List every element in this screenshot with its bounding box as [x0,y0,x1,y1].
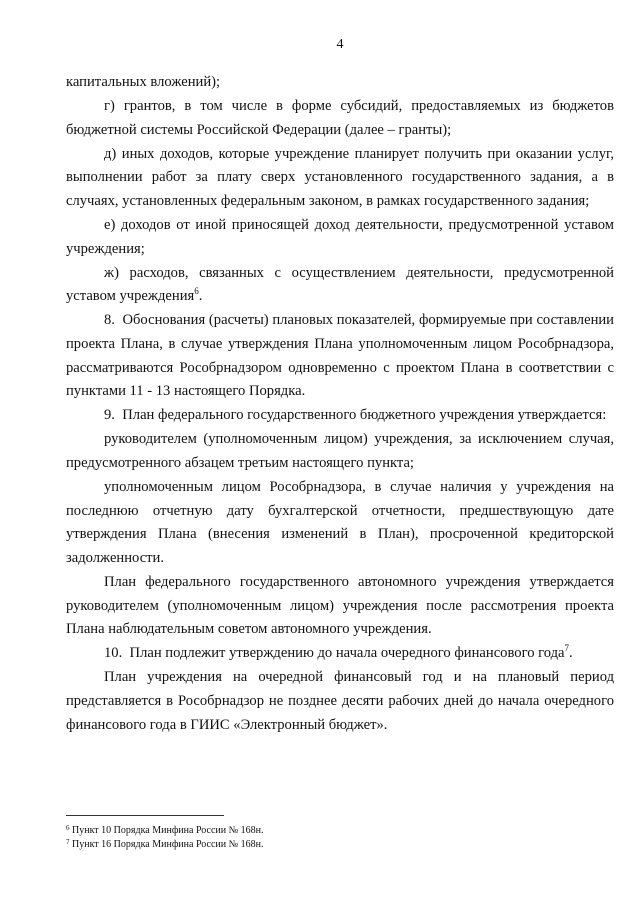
paragraph-grants: г) грантов, в том числе в форме субсидий, предоставляемых из бюджетов бюджетной системы Российской Федерации (далее – гранты); [66,98,614,138]
body-text [66,71,614,737]
footnote-divider [66,815,224,816]
paragraph-capital-investments: капитальных вложений); [66,74,221,90]
paragraph-item-8: 8. Обоснования (расчеты) плановых показателей, формируемые при составлении проекта Плана, в случае утверждения Плана уполномоченным лицом Рособрнадзора, рассматриваются Рособрнадзором одновременно с проектом Плана в соответствии с пунктами 11 - 13 настоящего Порядка. [66,312,614,400]
paragraph-autonomous-institution: План федерального государственного автономного учреждения утверждается руководителем (уполномоченным лицом) учреждения после рассмотрения проекта Плана наблюдательным советом автономного учреждения. [66,573,614,638]
paragraph-authorized-person: уполномоченным лицом Рособрнадзора, в случае наличия у учреждения на последнюю отчетную дату бухгалтерской отчетности, предшествующую дате утверждения Плана (внесения изменений в План), просроченной кредиторской задолженности. [66,479,614,566]
paragraph-item-9: 9. План федерального государственного бюджетного учреждения утверждается: [104,407,607,424]
paragraph-income-activity: е) доходов от иной приносящей доход деятельности, предусмотренной уставом учреждения; [66,217,614,257]
paragraph-expenses: ж) расходов, связанных с осуществлением деятельности, предусмотренной уставом учреждения$^6$. [66,264,614,305]
paragraph-head-approval: руководителем (уполномоченным лицом) учреждения, за исключением случая, предусмотренного абзацем третьим настоящего пункта; [66,431,614,471]
paragraph-other-income: д) иных доходов, которые учреждение планирует получить при оказании услуг, выполнении работ за плату сверх установленного государственного задания, а в случаях, установленных федеральным законом, в рамках государственного задания; [66,145,614,209]
footnote-6: $^6$ Пункт 10 Порядка Минфина России № 168н. [66,824,264,836]
footnote-ref-6: 6 [194,286,199,297]
paragraph-item-10: 10. План подлежит утверждению до начала очередного финансового года$^7$. [104,643,573,662]
footnote-7: $^7$ Пункт 16 Порядка Минфина России № 168н. [66,838,264,850]
page-number: 4 [336,37,344,52]
footnote-ref-7: 7 [564,643,570,654]
footnotes [66,824,263,852]
paragraph-submission: План учреждения на очередной финансовый год и на плановый период представляется в Рособрнадзор не позднее десяти рабочих дней до начала очередного финансового года в ГИИС «Электронный бюджет». [66,669,614,733]
